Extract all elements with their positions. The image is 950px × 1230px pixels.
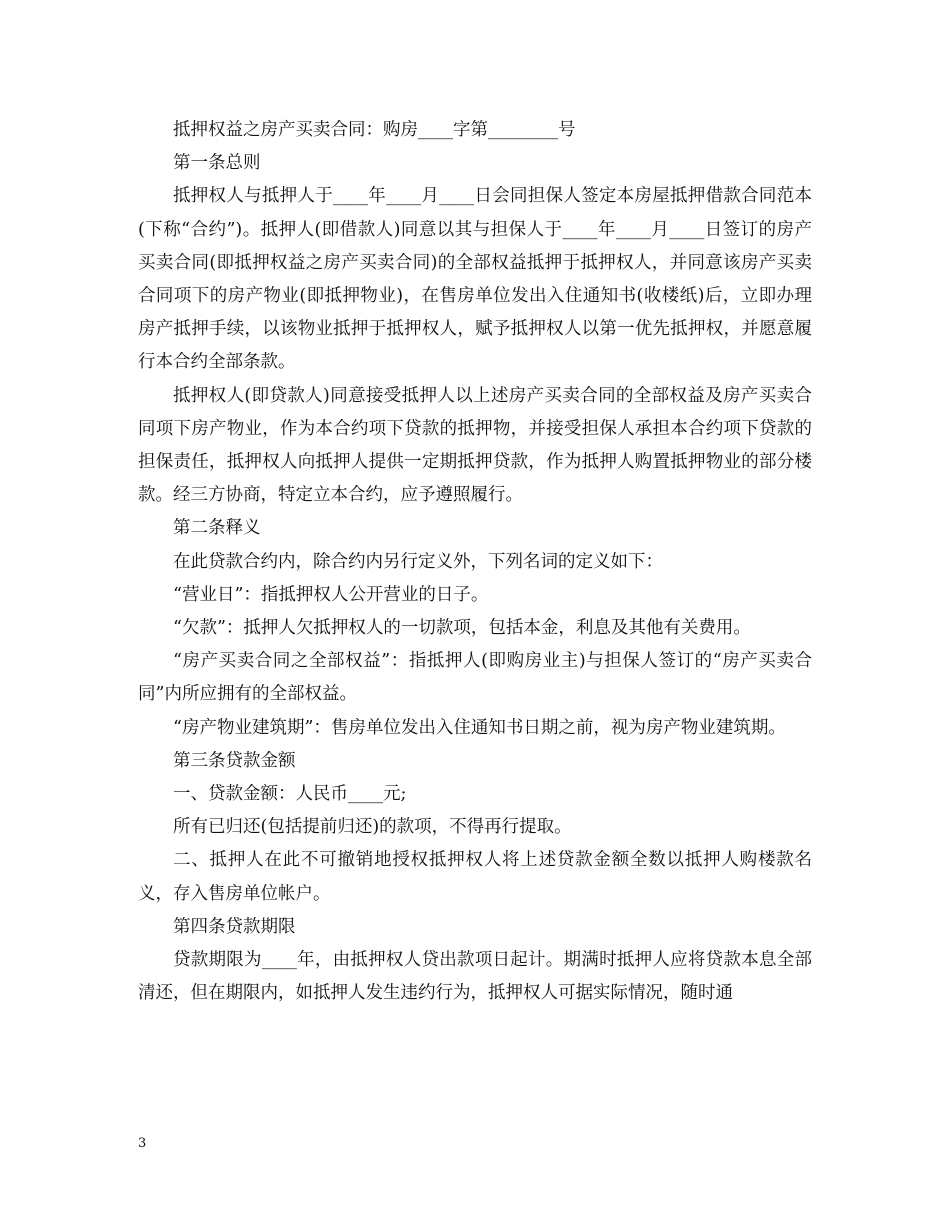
article-2-heading: 第二条释义	[173, 518, 261, 539]
article-3-heading: 第三条贷款金额	[173, 750, 296, 771]
document-body	[138, 114, 812, 1010]
definition-contract-rights: “房产买卖合同之全部权益”：指抵押人(即购房业主)与担保人签订的“房产买卖合同”内所应拥有的全部权益。	[138, 651, 812, 705]
definition-construction-period: “房产物业建筑期”：售房单位发出入住通知书日期之前，视为房产物业建筑期。	[173, 717, 786, 738]
article-1-paragraph-1: 抵押权人与抵押人于____年____月____日会同担保人签定本房屋抵押借款合同范本(下称“合约”)。抵押人(即借款人)同意以其与担保人于____年____月____日签订的房产买卖合同(即抵押权益之房产买卖合同)的全部权益抵押于抵押权人，并同意该房产买卖合同项下的房产物业(即抵押物业)，在售房单位发出入住通知书(收楼纸)后，立即办理房产抵押手续，以该物业抵押于抵押权人，赋予抵押权人以第一优先抵押权，并愿意履行本合约全部条款。	[138, 186, 812, 373]
article-1-paragraph-2: 抵押权人(即贷款人)同意接受抵押人以上述房产买卖合同的全部权益及房产买卖合同项下房产物业，作为本合约项下贷款的抵押物，并接受担保人承担本合约项下贷款的担保责任，抵押权人向抵押人提供一定期抵押贷款，作为抵押人购置抵押物业的部分楼款。经三方协商，特定立本合约，应予遵照履行。	[138, 385, 812, 506]
definition-arrears: “欠款”：抵押人欠抵押权人的一切款项，包括本金，利息及其他有关费用。	[173, 618, 751, 639]
article-4-heading: 第四条贷款期限	[173, 916, 296, 937]
repaid-amount-note: 所有已归还(包括提前归还)的款项，不得再行提取。	[173, 817, 572, 838]
article-1-heading: 第一条总则	[173, 153, 261, 174]
contract-reference-line: 抵押权益之房产买卖合同：购房____字第________号	[173, 120, 576, 140]
definition-business-day: “营业日”：指抵押权人公开营业的日子。	[173, 584, 489, 605]
page-number: 3	[138, 1136, 147, 1151]
article-2-intro: 在此贷款合约内，除合约内另行定义外，下列名词的定义如下：	[173, 551, 663, 572]
loan-term-paragraph: 贷款期限为____年，由抵押权人贷出款项日起计。期满时抵押人应将贷款本息全部清还，但在期限内，如抵押人发生违约行为，抵押权人可据实际情况，随时通	[138, 950, 812, 1004]
authorization-clause: 二、抵押人在此不可撤销地授权抵押权人将上述贷款金额全数以抵押人购楼款名义，存入售房单位帐户。	[138, 850, 812, 904]
loan-amount-line: 一、贷款金额：人民币____元;	[173, 784, 407, 805]
